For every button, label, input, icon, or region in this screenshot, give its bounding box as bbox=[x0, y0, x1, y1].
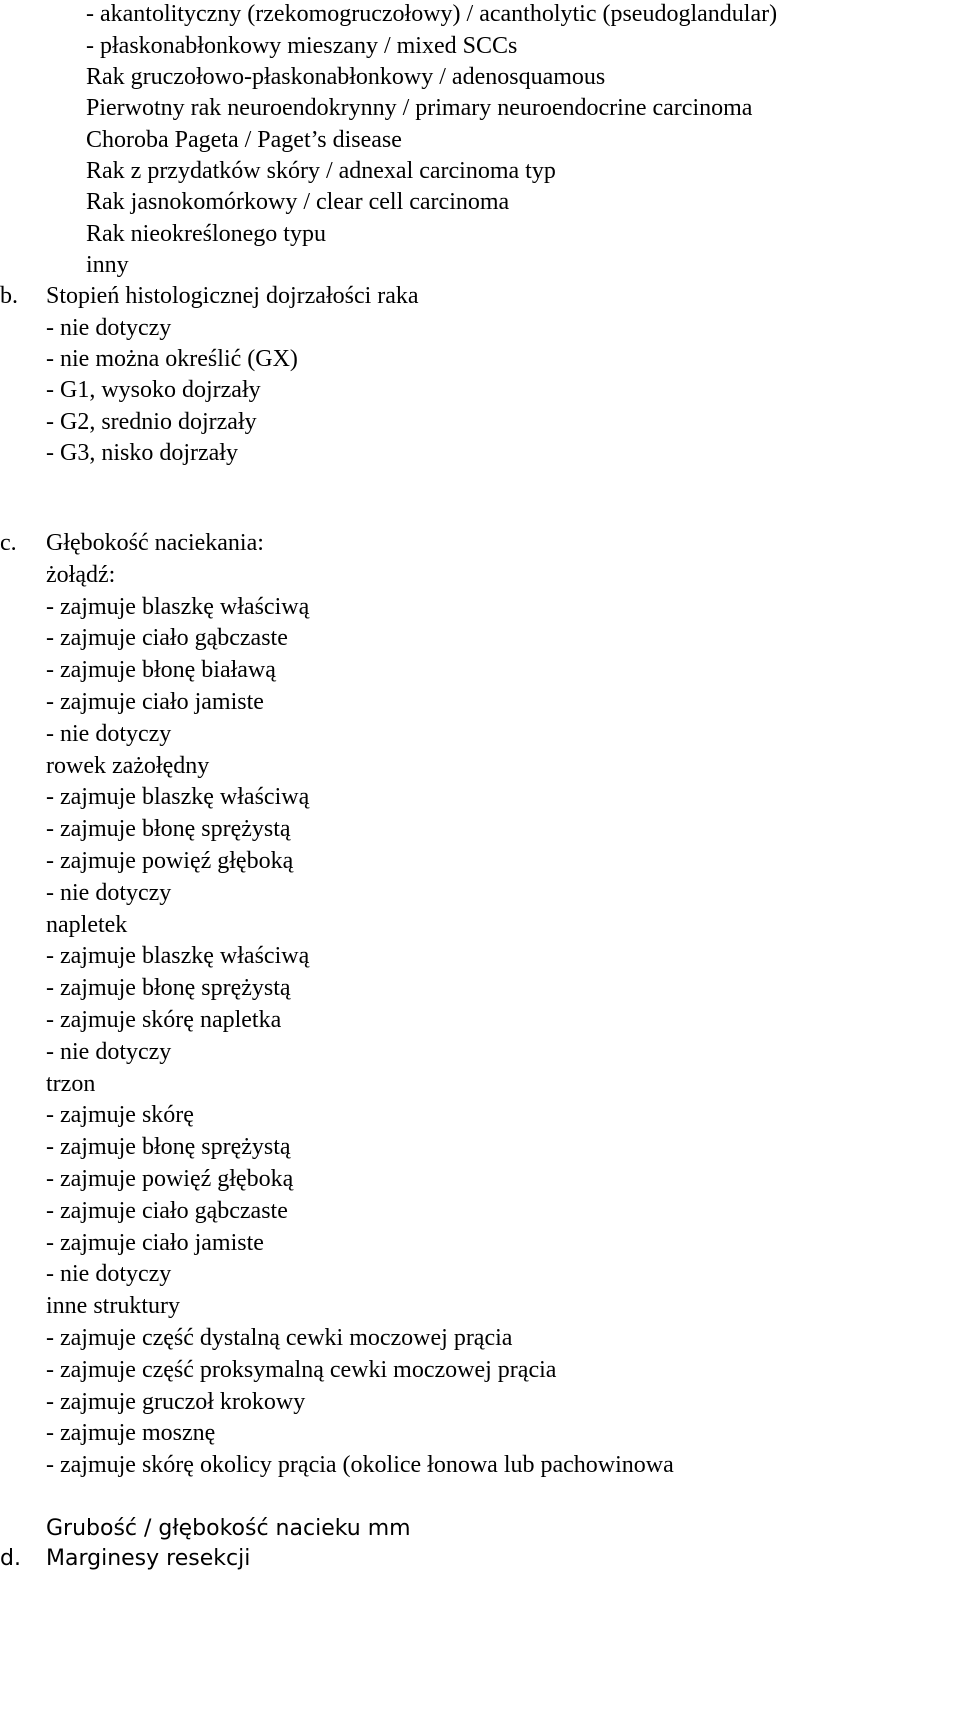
invasion-option: - zajmuje powięź głęboką bbox=[46, 848, 294, 874]
invasion-option: - zajmuje część proksymalną cewki moczowej prącia bbox=[46, 1357, 557, 1383]
tumor-type-line: Pierwotny rak neuroendokrynny / primary neuroendocrine carcinoma bbox=[86, 95, 753, 121]
invasion-heading-coronal-sulcus: rowek zażołędny bbox=[46, 753, 210, 779]
invasion-option: - zajmuje blaszkę właściwą bbox=[46, 784, 310, 810]
invasion-option: - zajmuje gruczoł krokowy bbox=[46, 1389, 306, 1415]
invasion-option: - zajmuje ciało jamiste bbox=[46, 689, 264, 715]
tumor-type-line: Rak gruczołowo-płaskonabłonkowy / adenosquamous bbox=[86, 64, 606, 90]
invasion-thickness-field: Grubość / głębokość nacieku mm bbox=[46, 1516, 411, 1541]
section-d-title: Marginesy resekcji bbox=[46, 1546, 251, 1571]
invasion-option: - zajmuje ciało gąbczaste bbox=[46, 625, 288, 651]
invasion-heading-foreskin: napletek bbox=[46, 912, 128, 938]
invasion-heading-glans: żołądź: bbox=[46, 562, 116, 588]
invasion-option: - zajmuje błonę sprężystą bbox=[46, 1134, 291, 1160]
invasion-option: - nie dotyczy bbox=[46, 1261, 172, 1287]
invasion-option: - zajmuje mosznę bbox=[46, 1420, 216, 1446]
invasion-option: - zajmuje błonę białawą bbox=[46, 657, 276, 683]
section-d-marker: d. bbox=[0, 1546, 21, 1571]
invasion-option: - zajmuje część dystalną cewki moczowej prącia bbox=[46, 1325, 513, 1351]
tumor-type-line: Choroba Pageta / Paget’s disease bbox=[86, 127, 402, 153]
invasion-option: - zajmuje powięź głęboką bbox=[46, 1166, 294, 1192]
invasion-option: - zajmuje blaszkę właściwą bbox=[46, 594, 310, 620]
tumor-type-line: Rak z przydatków skóry / adnexal carcinoma typ bbox=[86, 158, 556, 184]
invasion-heading-shaft: trzon bbox=[46, 1071, 96, 1097]
section-b-marker: b. bbox=[0, 283, 18, 309]
invasion-option: - zajmuje błonę sprężystą bbox=[46, 975, 291, 1001]
invasion-option: - zajmuje błonę sprężystą bbox=[46, 816, 291, 842]
invasion-option: - zajmuje skórę bbox=[46, 1102, 194, 1128]
invasion-heading-other-structures: inne struktury bbox=[46, 1293, 180, 1319]
invasion-option: - nie dotyczy bbox=[46, 721, 172, 747]
grade-option: - nie można określić (GX) bbox=[46, 346, 298, 372]
tumor-type-line: Rak jasnokomórkowy / clear cell carcinoma bbox=[86, 189, 510, 215]
invasion-option: - nie dotyczy bbox=[46, 880, 172, 906]
grade-option: - G3, nisko dojrzały bbox=[46, 440, 238, 466]
invasion-option: - zajmuje ciało jamiste bbox=[46, 1230, 264, 1256]
grade-option: - nie dotyczy bbox=[46, 315, 172, 341]
invasion-option: - zajmuje skórę okolicy prącia (okolice łonowa lub pachowinowa bbox=[46, 1452, 674, 1478]
invasion-option: - zajmuje ciało gąbczaste bbox=[46, 1198, 288, 1224]
section-b-title: Stopień histologicznej dojrzałości raka bbox=[46, 283, 419, 309]
tumor-type-line: - płaskonabłonkowy mieszany / mixed SCCs bbox=[86, 33, 518, 59]
grade-option: - G1, wysoko dojrzały bbox=[46, 377, 261, 403]
invasion-option: - zajmuje skórę napletka bbox=[46, 1007, 282, 1033]
invasion-option: - nie dotyczy bbox=[46, 1039, 172, 1065]
tumor-type-line: inny bbox=[86, 252, 129, 278]
tumor-type-line: Rak nieokreślonego typu bbox=[86, 221, 326, 247]
grade-option: - G2, srednio dojrzały bbox=[46, 409, 257, 435]
section-c-marker: c. bbox=[0, 530, 17, 556]
invasion-option: - zajmuje blaszkę właściwą bbox=[46, 943, 310, 969]
section-c-title: Głębokość naciekania: bbox=[46, 530, 264, 556]
tumor-type-line: - akantolityczny (rzekomogruczołowy) / acantholytic (pseudoglandular) bbox=[86, 1, 778, 27]
